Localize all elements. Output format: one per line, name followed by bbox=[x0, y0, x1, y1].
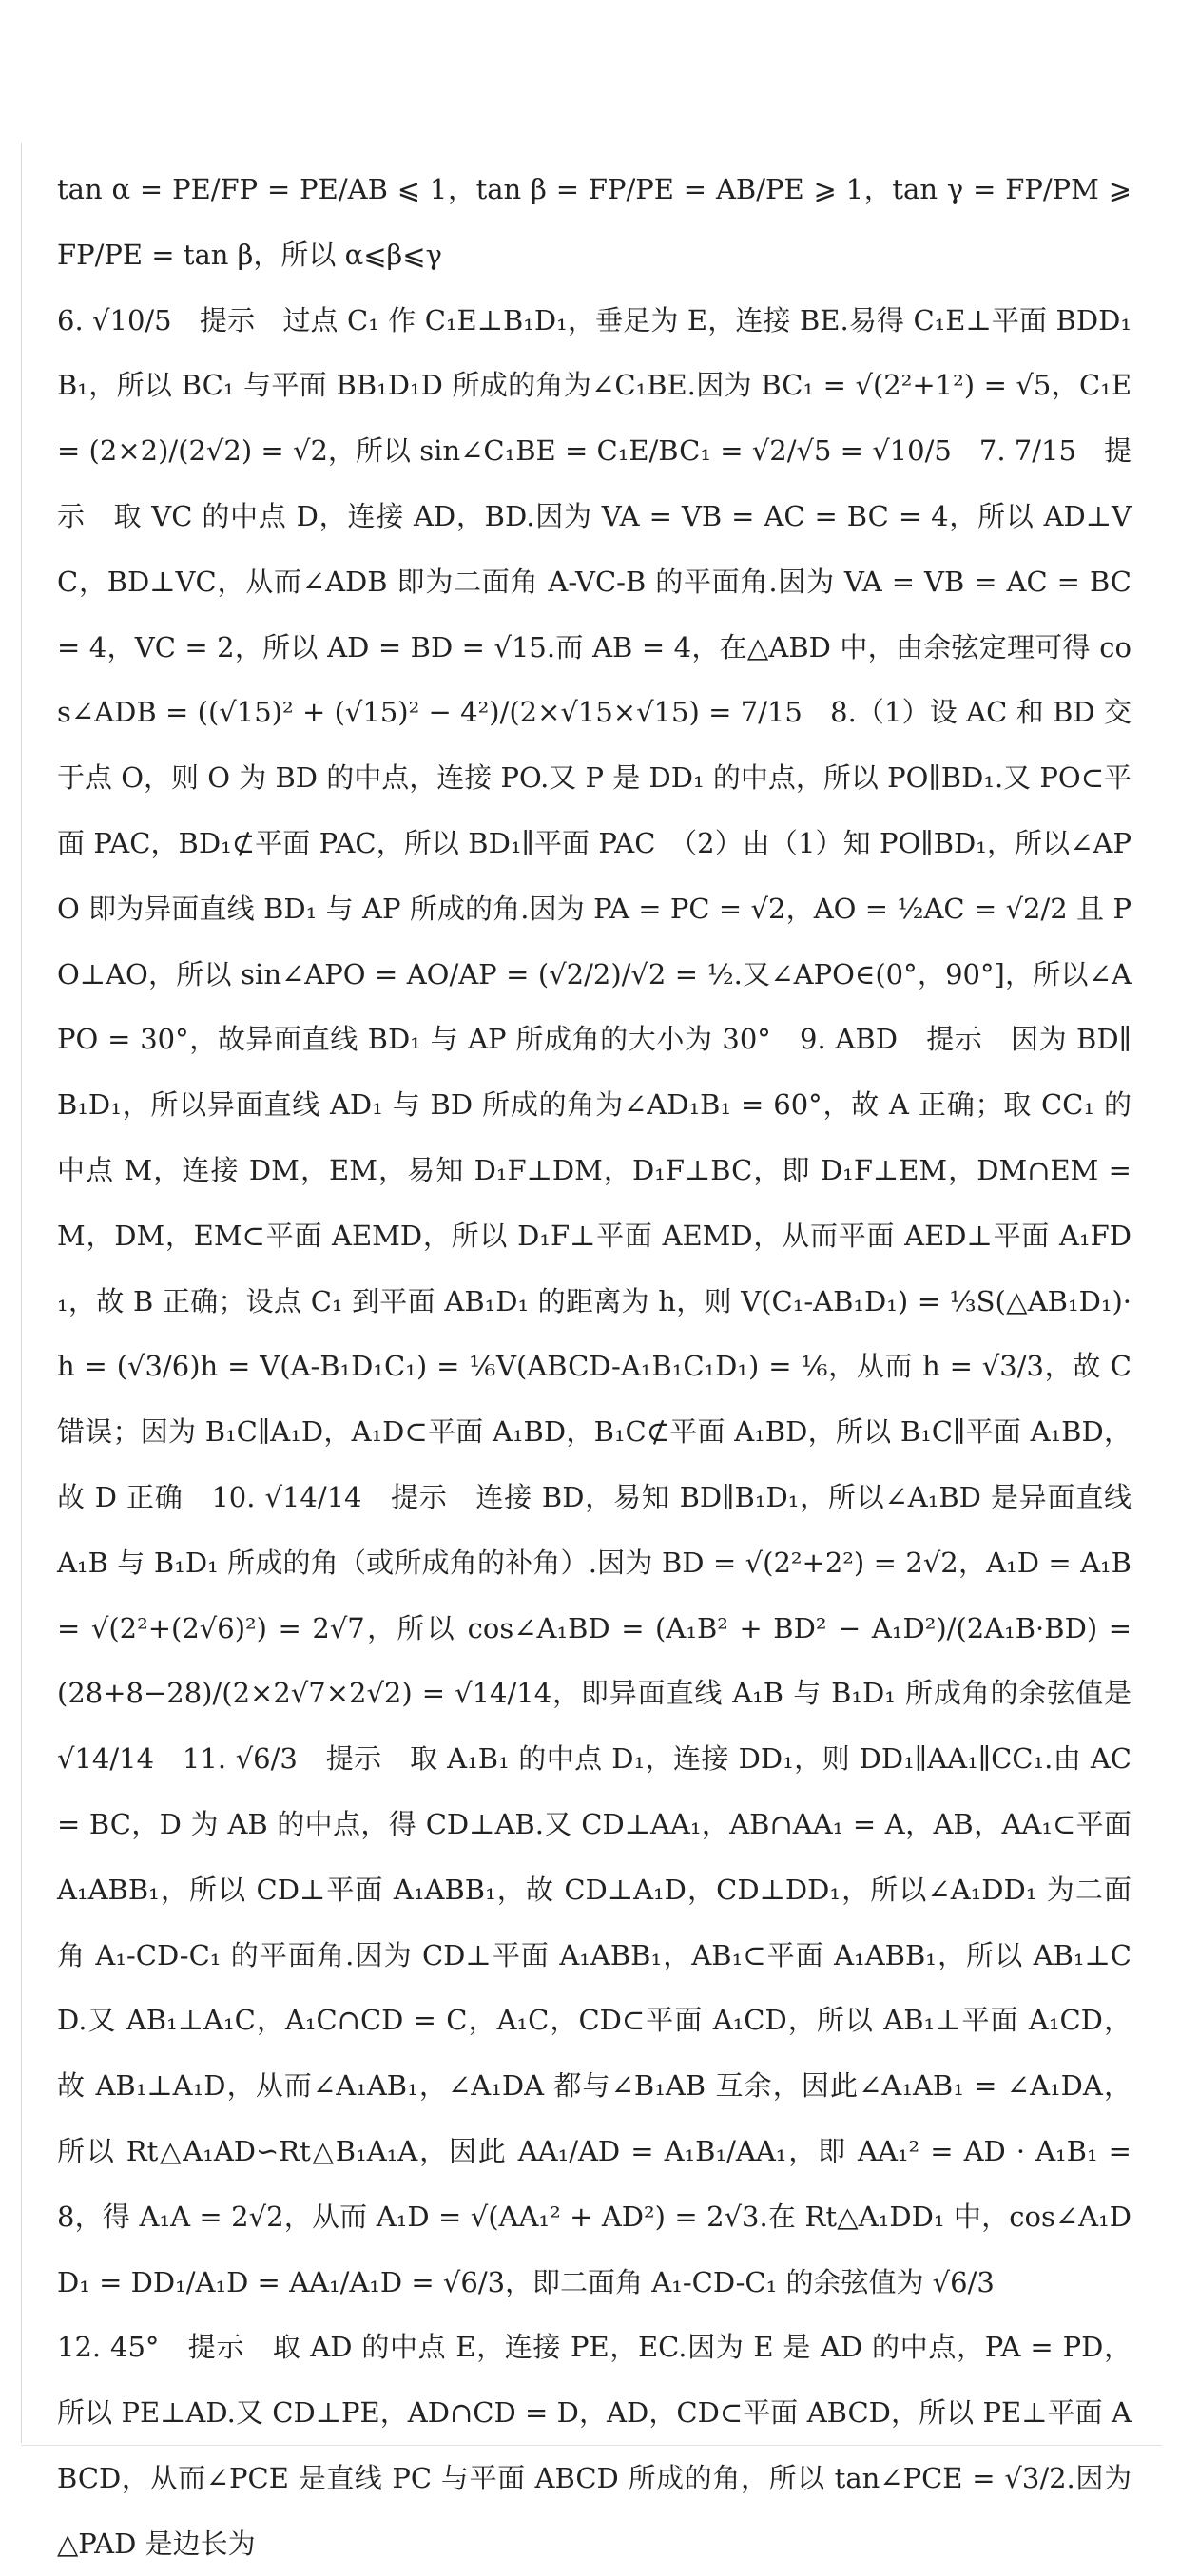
paragraph-answers-6-to-11: 6. √10/5 提示 过点 C₁ 作 C₁E⊥B₁D₁，垂足为 E，连接 BE.易得 C₁E⊥平面 BDD₁B₁，所以 BC₁ 与平面 BB₁D₁D 所成的角为∠C₁BE.因为 BC₁ = √(2²+1²) = √5，C₁E = (2×2)/(2√2) = √2，所以 sin∠C₁BE = C₁E/BC₁ = √2/√5 = √10/5 7. 7/15 提示 取 VC 的中点 D，连接 AD，BD.因为 VA = VB = AC = BC = 4，所以 AD⊥VC，BD⊥VC，从而∠ADB 即为二面角 A-VC-B 的平面角.因为 VA = VB = AC = BC = 4，VC = 2，所以 AD = BD = √15.而 AB = 4，在△ABD 中，由余弦定理可得 cos∠ADB = ((√15)² + (√15)² − 4²)/(2×√15×√15) = 7/15 8.（1）设 AC 和 BD 交于点 O，则 O 为 BD 的中点，连接 PO.又 P 是 DD₁ 的中点，所以 PO∥BD₁.又 PO⊂平面 PAC，BD₁⊄平面 PAC，所以 BD₁∥平面 PAC （2）由（1）知 PO∥BD₁，所以∠APO 即为异面直线 BD₁ 与 AP 所成的角.因为 PA = PC = √2，AO = ½AC = √2/2 且 PO⊥AO，所以 sin∠APO = AO/AP = (√2/2)/√2 = ½.又∠APO∈(0°，90°]，所以∠APO = 30°，故异面直线 BD₁ 与 AP 所成角的大小为 30° 9. ABD 提示 因为 BD∥B₁D₁，所以异面直线 AD₁ 与 BD 所成的角为∠AD₁B₁ = 60°，故 A 正确；取 CC₁ 的中点 M，连接 DM，EM，易知 D₁F⊥DM，D₁F⊥BC，即 D₁F⊥EM，DM∩EM = M，DM，EM⊂平面 AEMD，所以 D₁F⊥平面 AEMD，从而平面 AED⊥平面 A₁FD₁，故 B 正确；设点 C₁ 到平面 AB₁D₁ 的距离为 h，则 V(C₁-AB₁D₁) = ⅓S(△AB₁D₁)·h = (√3/6)h = V(A-B₁D₁C₁) = ⅙V(ABCD-A₁B₁C₁D₁) = ⅙，从而 h = √3/3，故 C 错误；因为 B₁C∥A₁D，A₁D⊂平面 A₁BD，B₁C⊄平面 A₁BD，所以 B₁C∥平面 A₁BD，故 D 正确 10. √14/14 提示 连接 BD，易知 BD∥B₁D₁，所以∠A₁BD 是异面直线 A₁B 与 B₁D₁ 所成的角（或所成角的补角）.因为 BD = √(2²+2²) = 2√2，A₁D = A₁B = √(2²+(2√6)²) = 2√7，所以 cos∠A₁BD = (A₁B² + BD² − A₁D²)/(2A₁B·BD) = (28+8−28)/(2×2√7×2√2) = √14/14，即异面直线 A₁B 与 B₁D₁ 所成角的余弦值是 √14/14 11. √6/3 提示 取 A₁B₁ 的中点 D₁，连接 DD₁，则 DD₁∥AA₁∥CC₁.由 AC = BC，D 为 AB 的中点，得 CD⊥AB.又 CD⊥AA₁，AB∩AA₁ = A，AB，AA₁⊂平面 A₁ABB₁，所以 CD⊥平面 A₁ABB₁，故 CD⊥A₁D，CD⊥DD₁，所以∠A₁DD₁ 为二面角 A₁-CD-C₁ 的平面角.因为 CD⊥平面 A₁ABB₁，AB₁⊂平面 A₁ABB₁，所以 AB₁⊥CD.又 AB₁⊥A₁C，A₁C∩CD = C，A₁C，CD⊂平面 A₁CD，所以 AB₁⊥平面 A₁CD，故 AB₁⊥A₁D，从而∠A₁AB₁，∠A₁DA 都与∠B₁AB 互余，因此∠A₁AB₁ = ∠A₁DA，所以 Rt△A₁AD∽Rt△B₁A₁A，因此 AA₁/AD = A₁B₁/AA₁，即 AA₁² = AD · A₁B₁ = 8，得 A₁A = 2√2，从而 A₁D = √(AA₁² + AD²) = 2√3.在 Rt△A₁DD₁ 中，cos∠A₁DD₁ = DD₁/A₁D = AA₁/A₁D = √6/3，即二面角 A₁-CD-C₁ 的余弦值为 √6/3 bbox=[57, 303, 1132, 2298]
paragraph-answer-12: 12. 45° 提示 取 AD 的中点 E，连接 PE，EC.因为 E 是 AD 的中点，PA = PD，所以 PE⊥AD.又 CD⊥PE，AD∩CD = D，AD，CD⊂平面 ABCD，所以 PE⊥平面 ABCD，从而∠PCE 是直线 PC 与平面 ABCD 所成的角，所以 tan∠PCE = √3/2.因为△PAD 是边长为 bbox=[57, 2331, 1132, 2560]
bottom-rule bbox=[21, 2445, 1162, 2446]
paragraph-tan-comparison: tan α = PE/FP = PE/AB ⩽ 1，tan β = FP/PE = AB/PE ⩾ 1，tan γ = FP/PM ⩾ FP/PE = tan β，所以 α⩽β⩽γ bbox=[57, 173, 1132, 271]
left-margin-rule bbox=[21, 143, 22, 2443]
answer-text-body bbox=[57, 157, 1132, 2576]
